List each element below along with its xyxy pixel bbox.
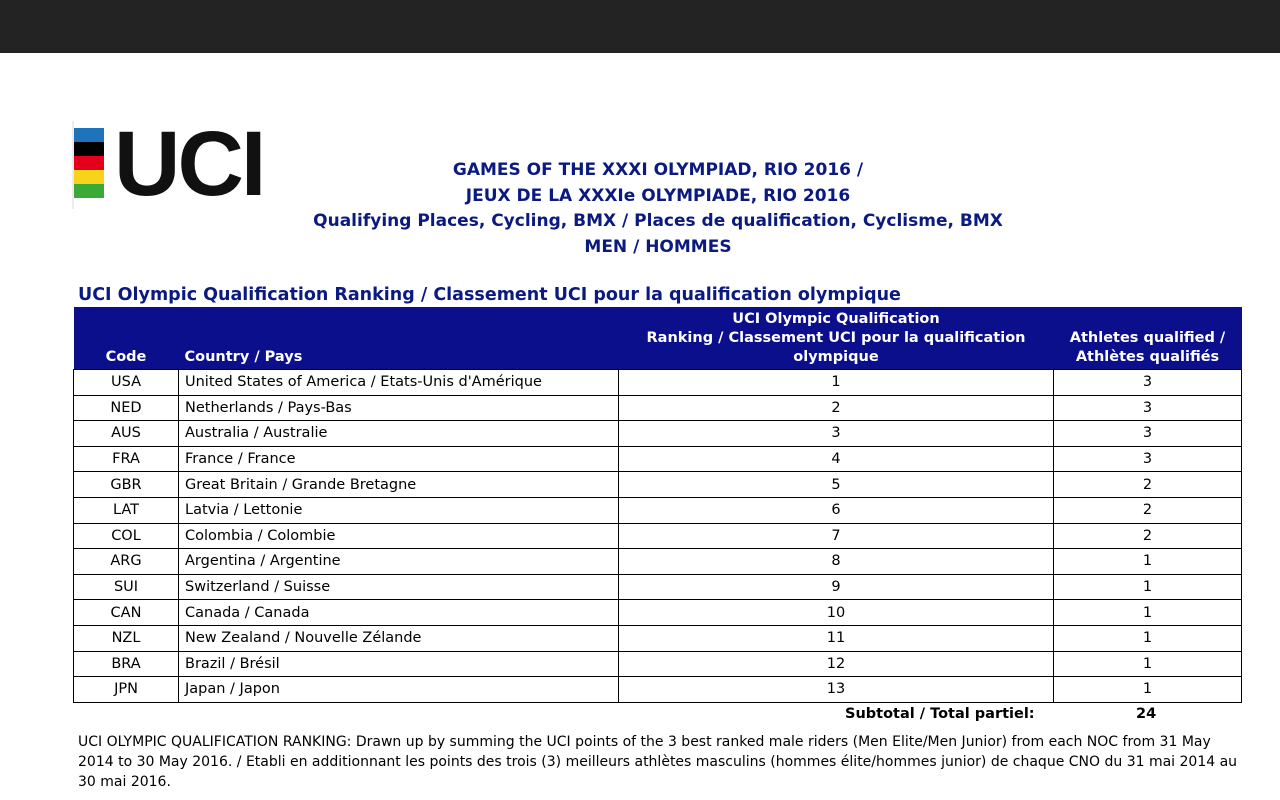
cell-country: Switzerland / Suisse: [179, 574, 619, 600]
header-ranking-line-2: Ranking / Classement UCI pour la qualification: [646, 330, 1026, 346]
cell-athletes: 1: [1054, 625, 1242, 651]
header-code: Code: [74, 307, 179, 370]
cell-rank: 10: [619, 600, 1054, 626]
header-ranking: [619, 307, 1054, 370]
cell-athletes: 1: [1054, 549, 1242, 575]
logo-stripe-red: [74, 156, 104, 170]
cell-country: Netherlands / Pays-Bas: [179, 395, 619, 421]
cell-code: GBR: [74, 472, 179, 498]
cell-country: Australia / Australie: [179, 421, 619, 447]
table-row: [74, 523, 1242, 549]
cell-country: New Zealand / Nouvelle Zélande: [179, 625, 619, 651]
ranking-table: [73, 307, 1242, 703]
logo-stripe-yellow: [74, 170, 104, 184]
title-line-2: JEUX DE LA XXXIe OLYMPIADE, RIO 2016: [465, 185, 851, 206]
cell-code: ARG: [74, 549, 179, 575]
header-athletes-line-1: Athletes qualified /: [1069, 330, 1226, 346]
cell-rank: 1: [619, 370, 1054, 396]
table-row: [74, 651, 1242, 677]
cell-rank: 4: [619, 446, 1054, 472]
header-athletes: [1054, 307, 1242, 370]
cell-code: FRA: [74, 446, 179, 472]
cell-rank: 2: [619, 395, 1054, 421]
cell-country: France / France: [179, 446, 619, 472]
table-row: [74, 395, 1242, 421]
cell-country: Latvia / Lettonie: [179, 497, 619, 523]
cell-rank: 5: [619, 472, 1054, 498]
table-row: [74, 497, 1242, 523]
table-row: [74, 600, 1242, 626]
cell-country: Brazil / Brésil: [179, 651, 619, 677]
cell-code: JPN: [74, 677, 179, 703]
cell-rank: 13: [619, 677, 1054, 703]
header-athletes-line-2: Athlètes qualifiés: [1075, 349, 1220, 365]
cell-country: Japan / Japon: [179, 677, 619, 703]
cell-country: Colombia / Colombie: [179, 523, 619, 549]
header-country: Country / Pays: [179, 307, 619, 370]
cell-rank: 6: [619, 497, 1054, 523]
logo-text: UCI: [114, 121, 264, 209]
cell-athletes: 3: [1054, 421, 1242, 447]
title-line-1: GAMES OF THE XXXI OLYMPIAD, RIO 2016 /: [452, 160, 864, 180]
cell-athletes: 1: [1054, 600, 1242, 626]
cell-rank: 3: [619, 421, 1054, 447]
cell-code: BRA: [74, 651, 179, 677]
document-title: [258, 158, 1058, 260]
ranking-heading: UCI Olympic Qualification Ranking / Classement UCI pour la qualification olympique: [78, 285, 901, 305]
logo-stripe-green: [74, 184, 104, 198]
cell-code: SUI: [74, 574, 179, 600]
table-row: [74, 472, 1242, 498]
cell-athletes: 3: [1054, 370, 1242, 396]
cell-code: CAN: [74, 600, 179, 626]
cell-code: NZL: [74, 625, 179, 651]
cell-athletes: 3: [1054, 446, 1242, 472]
title-line-3: Qualifying Places, Cycling, BMX / Places de qualification, Cyclisme, BMX: [313, 211, 1003, 231]
cell-athletes: 1: [1054, 651, 1242, 677]
cell-athletes: 1: [1054, 677, 1242, 703]
table-row: [74, 370, 1242, 396]
cell-athletes: 2: [1054, 472, 1242, 498]
title-line-4: MEN / HOMMES: [584, 236, 732, 257]
cell-code: COL: [74, 523, 179, 549]
subtotal-value: 24: [1136, 706, 1157, 722]
cell-country: United States of America / Etats-Unis d'Amérique: [179, 370, 619, 396]
table-row: [74, 625, 1242, 651]
cell-athletes: 2: [1054, 523, 1242, 549]
footnote: UCI OLYMPIC QUALIFICATION RANKING: Drawn up by summing the UCI points of the 3 best ranked male riders (Men Elite/Men Junior) from each NOC from 31 May 2014 to 30 May 2016. / Etabli en additionnant les points des trois (3) meilleurs athlètes masculins (hommes élite/hommes junior) de chaque CNO du 31 mai 2014 au 30 mai 2016.: [78, 734, 1238, 790]
cell-athletes: 3: [1054, 395, 1242, 421]
cell-country: Canada / Canada: [179, 600, 619, 626]
cell-rank: 8: [619, 549, 1054, 575]
cell-rank: 7: [619, 523, 1054, 549]
header-ranking-line-1: UCI Olympic Qualification: [732, 311, 940, 327]
logo-stripe-black: [74, 142, 104, 156]
table-row: [74, 446, 1242, 472]
cell-code: USA: [74, 370, 179, 396]
cell-code: NED: [74, 395, 179, 421]
table-row: [74, 549, 1242, 575]
cell-code: LAT: [74, 497, 179, 523]
cell-athletes: 1: [1054, 574, 1242, 600]
cell-rank: 9: [619, 574, 1054, 600]
table-header-row: [74, 307, 1242, 370]
table-row: [74, 574, 1242, 600]
top-bar: [0, 0, 1280, 53]
table-row: [74, 677, 1242, 703]
header-ranking-line-3: olympique: [793, 349, 879, 365]
subtotal-label: Subtotal / Total partiel:: [845, 706, 1035, 722]
cell-country: Great Britain / Grande Bretagne: [179, 472, 619, 498]
cell-rank: 12: [619, 651, 1054, 677]
cell-athletes: 2: [1054, 497, 1242, 523]
cell-code: AUS: [74, 421, 179, 447]
cell-rank: 11: [619, 625, 1054, 651]
logo-stripe-blue: [74, 128, 104, 142]
cell-country: Argentina / Argentine: [179, 549, 619, 575]
table-row: [74, 421, 1242, 447]
